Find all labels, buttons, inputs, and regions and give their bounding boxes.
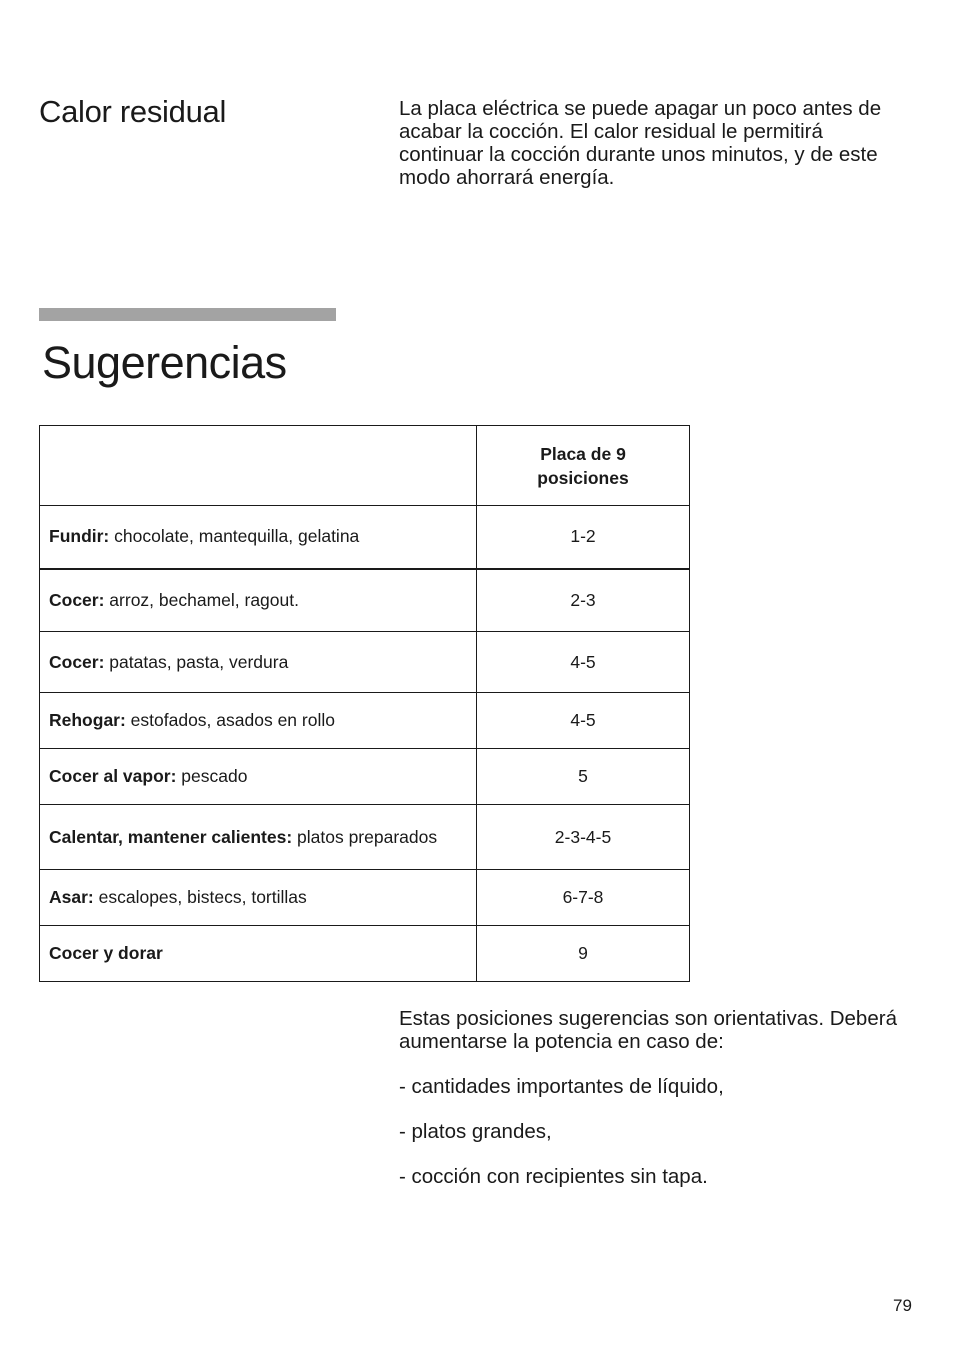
section-divider-bar — [39, 308, 336, 321]
row-label-bold: Calentar, mantener calientes: — [49, 826, 293, 847]
table-row — [40, 749, 690, 805]
row-label-text: arroz, bechamel, ragout. — [104, 589, 299, 610]
row-label-bold: Asar: — [49, 887, 94, 907]
row-label — [40, 749, 477, 805]
notes-intro: Estas posiciones sugerencias son orientativas. Deberá aumentarse la potencia en caso de: — [399, 1007, 897, 1053]
table-row — [40, 926, 690, 982]
row-label-text: platos preparados — [292, 826, 438, 847]
row-value: 6-7-8 — [477, 870, 690, 926]
row-label-bold: Cocer: — [49, 651, 105, 672]
row-label-text: escalopes, bistecs, tortillas — [93, 887, 307, 907]
table-row — [40, 693, 690, 749]
table-header-row — [40, 426, 690, 506]
row-label — [40, 569, 477, 632]
notes-item: - cantidades importantes de líquido, — [399, 1075, 724, 1098]
row-label — [40, 926, 477, 982]
row-label — [40, 693, 477, 749]
page-number: 79 — [893, 1296, 912, 1315]
row-value: 4-5 — [477, 693, 690, 749]
row-label-bold: Rehogar: — [49, 710, 126, 730]
notes-item: - platos grandes, — [399, 1120, 552, 1143]
section-title: Calor residual — [39, 94, 227, 129]
header-value-cell: Placa de 9 posiciones — [477, 426, 690, 506]
row-label — [40, 870, 477, 926]
table-row — [40, 805, 690, 870]
row-value: 1-2 — [477, 506, 690, 569]
residual-heat-paragraph: La placa eléctrica se puede apagar un poco antes de acabar la cocción. El calor residual le permitirá continuar la cocción durante unos minutos, y de este modo ahorrará energía. — [399, 97, 882, 189]
row-label — [40, 805, 477, 870]
row-value: 5 — [477, 749, 690, 805]
table-row — [40, 506, 690, 569]
row-label-bold: Cocer y dorar — [49, 943, 163, 963]
row-label-bold: Cocer al vapor: — [49, 766, 177, 786]
notes-block — [399, 1007, 919, 1188]
row-label-text: estofados, asados en rollo — [125, 710, 335, 730]
row-label — [40, 632, 477, 693]
table-row — [40, 569, 690, 632]
header-empty-cell — [40, 426, 477, 506]
row-label-text: patatas, pasta, verdura — [104, 651, 289, 672]
table-row — [40, 870, 690, 926]
row-value: 2-3 — [477, 569, 690, 632]
row-value: 9 — [477, 926, 690, 982]
row-value: 2-3-4-5 — [477, 805, 690, 870]
suggestions-table — [39, 425, 690, 982]
row-label-text: chocolate, mantequilla, gelatina — [109, 526, 360, 547]
row-value: 4-5 — [477, 632, 690, 693]
row-label — [40, 506, 477, 569]
row-label-bold: Cocer: — [49, 589, 105, 610]
notes-item: - cocción con recipientes sin tapa. — [399, 1165, 708, 1188]
table-row — [40, 632, 690, 693]
row-label-text: pescado — [176, 766, 248, 786]
page-heading: Sugerencias — [42, 337, 287, 388]
row-label-bold: Fundir: — [49, 526, 110, 547]
